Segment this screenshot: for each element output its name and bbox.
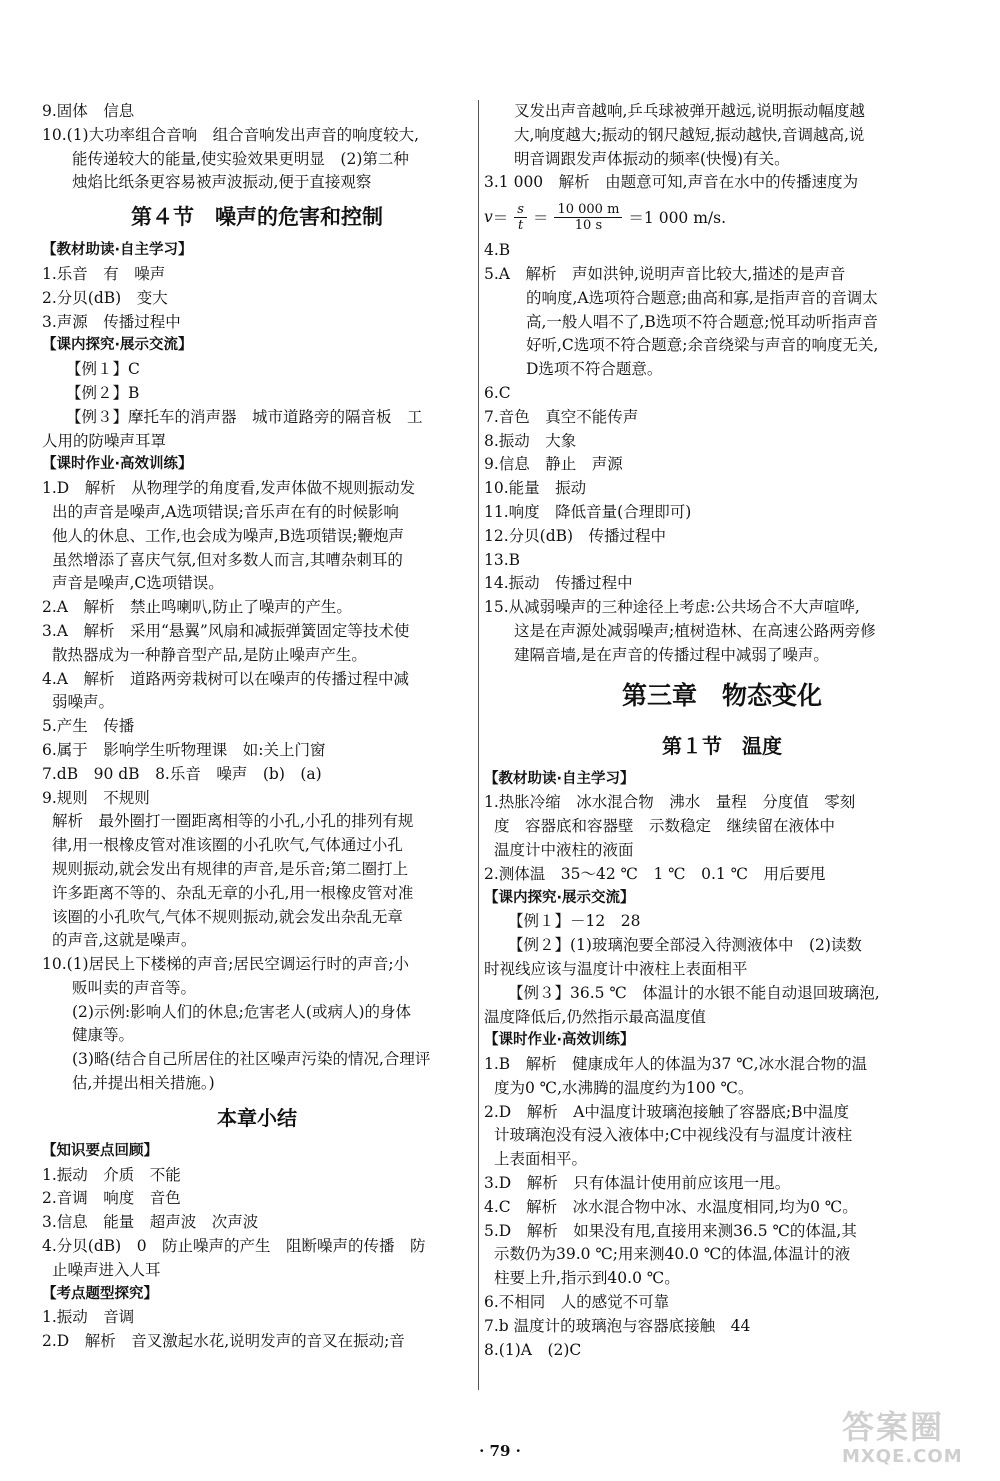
answer-line: 叉发出声音越响,乒乓球被弹开越远,说明振动幅度越 <box>514 102 865 120</box>
answer-line: 5.产生 传播 <box>42 717 135 736</box>
answer-line: 1.乐音 有 噪声 <box>42 264 166 283</box>
answer-line: 1.B 解析 健康成年人的体温为37 ℃,冰水混合物的温 <box>484 1055 868 1074</box>
answer-line: 散热器成为一种静音型产品,是防止噪声产生。 <box>52 645 367 664</box>
answer-line: 11.响度 降低音量(合理即可) <box>484 502 692 521</box>
answer-line: 3.声源 传播过程中 <box>42 312 181 331</box>
answer-line: 1.振动 介质 不能 <box>42 1165 181 1184</box>
answer-line: 2.音调 响度 音色 <box>42 1189 181 1208</box>
section-title: 第４节 噪声的危害和控制 <box>131 205 383 230</box>
answer-line: 1.振动 音调 <box>42 1308 135 1327</box>
fraction-s-over-t <box>514 202 527 233</box>
answer-line: 10.能量 振动 <box>484 479 587 498</box>
section-subheading: 【课内探究·展示交流】 <box>484 889 635 906</box>
answer-line: 建隔音墙,是在声音的传播过程中减弱了噪声。 <box>514 645 829 664</box>
answer-line: 2.D 解析 音叉激起水花,说明发声的音叉在振动;音 <box>42 1332 405 1351</box>
answer-line: 贩叫卖的声音等。 <box>72 978 197 997</box>
answer-line: (3)略(结合自己所居住的社区噪声污染的情况,合理评 <box>72 1050 431 1069</box>
answer-line: 6.C <box>484 383 511 402</box>
answer-line: 2.分贝(dB) 变大 <box>42 288 168 307</box>
answer-line: 出的声音是噪声,A选项错误;音乐声在有的时候影响 <box>52 502 399 521</box>
answer-line: 虽然增添了喜庆气氛,但对多数人而言,其嘈杂刺耳的 <box>52 550 403 569</box>
answer-line: 9.信息 静止 声源 <box>484 455 623 474</box>
answer-line: 温度计中液柱的液面 <box>494 840 634 859</box>
right-column <box>484 100 960 1362</box>
watermark-main-text: 答案圈 <box>842 1408 945 1446</box>
answer-line: 3.信息 能量 超声波 次声波 <box>42 1213 259 1232</box>
answer-line: 【例２】(1)玻璃泡要全部浸入待测液体中 (2)读数 <box>508 936 862 955</box>
answer-line: 12.分贝(dB) 传播过程中 <box>484 526 667 545</box>
answer-line: 高,一般人唱不了,B选项不符合题意;悦耳动听指声音 <box>526 312 878 331</box>
answer-line: 10.(1)大功率组合音响 组合音响发出声音的响度较大, <box>42 125 420 144</box>
answer-line: 5.D 解析 如果没有甩,直接用来测36.5 ℃的体温,其 <box>484 1221 857 1240</box>
answer-line: 声音是噪声,C选项错误。 <box>52 574 224 593</box>
section-title: 第１节 温度 <box>662 733 782 758</box>
equation-lhs: v <box>484 208 493 227</box>
answer-line: 【例３】36.5 ℃ 体温计的水银不能自动退回玻璃泡, <box>508 983 880 1002</box>
answer-line: 9.规则 不规则 <box>42 788 150 807</box>
answer-line: 4.A 解析 道路两旁栽树可以在噪声的传播过程中减 <box>42 669 409 688</box>
answer-line: 4.C 解析 冰水混合物中冰、水温度相同,均为0 ℃。 <box>484 1197 858 1216</box>
answer-line: 4.B <box>484 241 511 260</box>
answer-line: 6.不相同 人的感觉不可靠 <box>484 1293 670 1312</box>
fraction-numerator: s <box>514 202 527 218</box>
answer-line: 能传递较大的能量,使实验效果更明显 (2)第二种 <box>72 149 409 168</box>
answer-line: 律,用一根橡皮管对准该圈的小孔吹气,气体通过小孔 <box>52 836 403 855</box>
answer-line: 3.A 解析 采用“悬翼”风扇和减振弹簧固定等技术使 <box>42 621 410 640</box>
answer-line: 3.D 解析 只有体温计使用前应该甩一甩。 <box>484 1174 791 1193</box>
answer-line: 的声音,这就是噪声。 <box>52 931 197 950</box>
answer-line: 许多距离不等的、杂乱无章的小孔,用一根橡皮管对准 <box>52 883 414 902</box>
section-subheading: 【教材助读·自主学习】 <box>484 770 635 787</box>
answer-line: 9.固体 信息 <box>42 102 135 120</box>
answer-line: 1.D 解析 从物理学的角度看,发声体做不规则振动发 <box>42 479 416 498</box>
answer-line: 【例１】－12 28 <box>508 912 641 931</box>
answer-line: 8.(1)A (2)C <box>484 1340 582 1359</box>
answer-line: 7.音色 真空不能传声 <box>484 407 639 426</box>
fraction-denominator: 10 s <box>574 217 603 233</box>
answer-line: 明音调跟发声体振动的频率(快慢)有关。 <box>514 149 790 168</box>
answer-line: 度 容器底和容器壁 示数稳定 继续留在液体中 <box>494 817 836 836</box>
section-subheading: 【课内探究·展示交流】 <box>42 337 193 354</box>
section-subheading: 【课时作业·高效训练】 <box>42 456 193 473</box>
answer-line: 7.dB 90 dB 8.乐音 噪声 (b) (a) <box>42 764 322 783</box>
section-subheading: 【考点题型探究】 <box>42 1285 158 1302</box>
answer-line: 的响度,A选项符合题意;曲高和寡,是指声音的音调太 <box>526 288 878 307</box>
answer-line: 15.从减弱噪声的三种途径上考虑:公共场合不大声喧哗, <box>484 598 860 617</box>
answer-line: 1.热胀冷缩 冰水混合物 沸水 量程 分度值 零刻 <box>484 793 856 812</box>
section-title: 本章小结 <box>217 1105 297 1130</box>
answer-line: 规则振动,就会发出有规律的声音,是乐音;第二圈打上 <box>52 859 409 878</box>
answer-line: 健康等。 <box>72 1026 135 1045</box>
answer-line: 这是在声源处减弱噪声;植树造林、在高速公路两旁修 <box>514 621 876 640</box>
answer-line: 大,响度越大;振动的钢尺越短,振动越快,音调越高,说 <box>514 125 865 144</box>
speed-equation: v ＝ $\frac{s}{t}$ ＝ $\frac{10 000 m}{10 s}$ ＝1 000 m/s. <box>484 201 727 233</box>
answer-line: 2.A 解析 禁止鸣喇叭,防止了噪声的产生。 <box>42 598 352 617</box>
fraction-values <box>554 202 622 233</box>
answer-line: 解析 最外圈打一圈距离相等的小孔,小孔的排列有规 <box>52 812 414 831</box>
answer-line: 估,并提出相关措施。) <box>72 1074 215 1093</box>
answer-line: 上表面相平。 <box>494 1150 588 1169</box>
section-subheading: 【知识要点回顾】 <box>42 1142 158 1159</box>
answer-line: 计玻璃泡没有浸入液体中;C中视线没有与温度计液柱 <box>494 1126 853 1145</box>
column-divider <box>478 100 479 1390</box>
answer-line: 弱噪声。 <box>52 693 115 712</box>
answer-line: 7.b 温度计的玻璃泡与容器底接触 44 <box>484 1316 751 1335</box>
answer-line: 6.属于 影响学生听物理课 如:关上门窗 <box>42 740 326 759</box>
answer-line: 烛焰比纸条更容易被声波振动,便于直接观察 <box>72 173 372 192</box>
answer-line: 4.分贝(dB) 0 防止噪声的产生 阻断噪声的传播 防 <box>42 1237 426 1256</box>
answer-line: 5.A 解析 声如洪钟,说明声音比较大,描述的是声音 <box>484 264 846 283</box>
answer-line: 13.B <box>484 550 521 569</box>
answer-line: 该圈的小孔吹气,气体不规则振动,就会发出杂乱无章 <box>52 907 403 926</box>
watermark-logo <box>842 1408 992 1474</box>
section-title: 第三章 物态变化 <box>621 680 822 710</box>
answer-line: 度为0 ℃,水沸腾的温度约为100 ℃。 <box>494 1078 754 1097</box>
answer-line: 【例２】B <box>66 383 140 402</box>
section-subheading: 【教材助读·自主学习】 <box>42 242 193 259</box>
answer-line: 2.D 解析 A中温度计玻璃泡接触了容器底;B中温度 <box>484 1102 850 1121</box>
fraction-numerator: 10 000 m <box>554 202 622 218</box>
left-column <box>42 100 472 1354</box>
answer-line: 【例１】C <box>66 360 140 379</box>
answer-line: 3.1 000 解析 由题意可知,声音在水中的传播速度为 <box>484 173 859 192</box>
answer-line: 8.振动 大象 <box>484 431 577 450</box>
answer-line: D选项不符合题意。 <box>526 360 663 379</box>
answer-line: 好听,C选项不符合题意;余音绕梁与声音的响度无关, <box>526 336 879 355</box>
fraction-denominator: t <box>518 217 524 233</box>
answer-line: 时视线应该与温度计中液柱上表面相平 <box>484 959 748 978</box>
answer-line: 柱要上升,指示到40.0 ℃。 <box>494 1269 680 1288</box>
answer-line: 10.(1)居民上下楼梯的声音;居民空调运行时的声音;小 <box>42 955 410 974</box>
watermark-sub-text: MXQE.COM <box>842 1446 963 1467</box>
answer-line: 他人的休息、工作,也会成为噪声,B选项错误;鞭炮声 <box>52 526 404 545</box>
answer-line: 2.测体温 35～42 ℃ 1 ℃ 0.1 ℃ 用后要甩 <box>484 864 826 883</box>
answer-line: (2)示例:影响人们的休息;危害老人(或病人)的身体 <box>72 1002 411 1021</box>
answer-line: 【例３】摩托车的消声器 城市道路旁的隔音板 工 <box>66 407 423 426</box>
answer-line: 示数仍为39.0 ℃;用来测40.0 ℃的体温,体温计的液 <box>494 1245 851 1264</box>
answer-line: 温度降低后,仍然指示最高温度值 <box>484 1007 706 1026</box>
equation-result: ＝1 000 m/s. <box>628 209 727 228</box>
section-subheading: 【课时作业·高效训练】 <box>484 1032 635 1049</box>
answer-line: 人用的防噪声耳罩 <box>42 431 167 450</box>
answer-line: 14.振动 传播过程中 <box>484 574 633 593</box>
page-number: · 79 · <box>479 1442 521 1460</box>
answer-line: 止噪声进入人耳 <box>52 1260 161 1279</box>
